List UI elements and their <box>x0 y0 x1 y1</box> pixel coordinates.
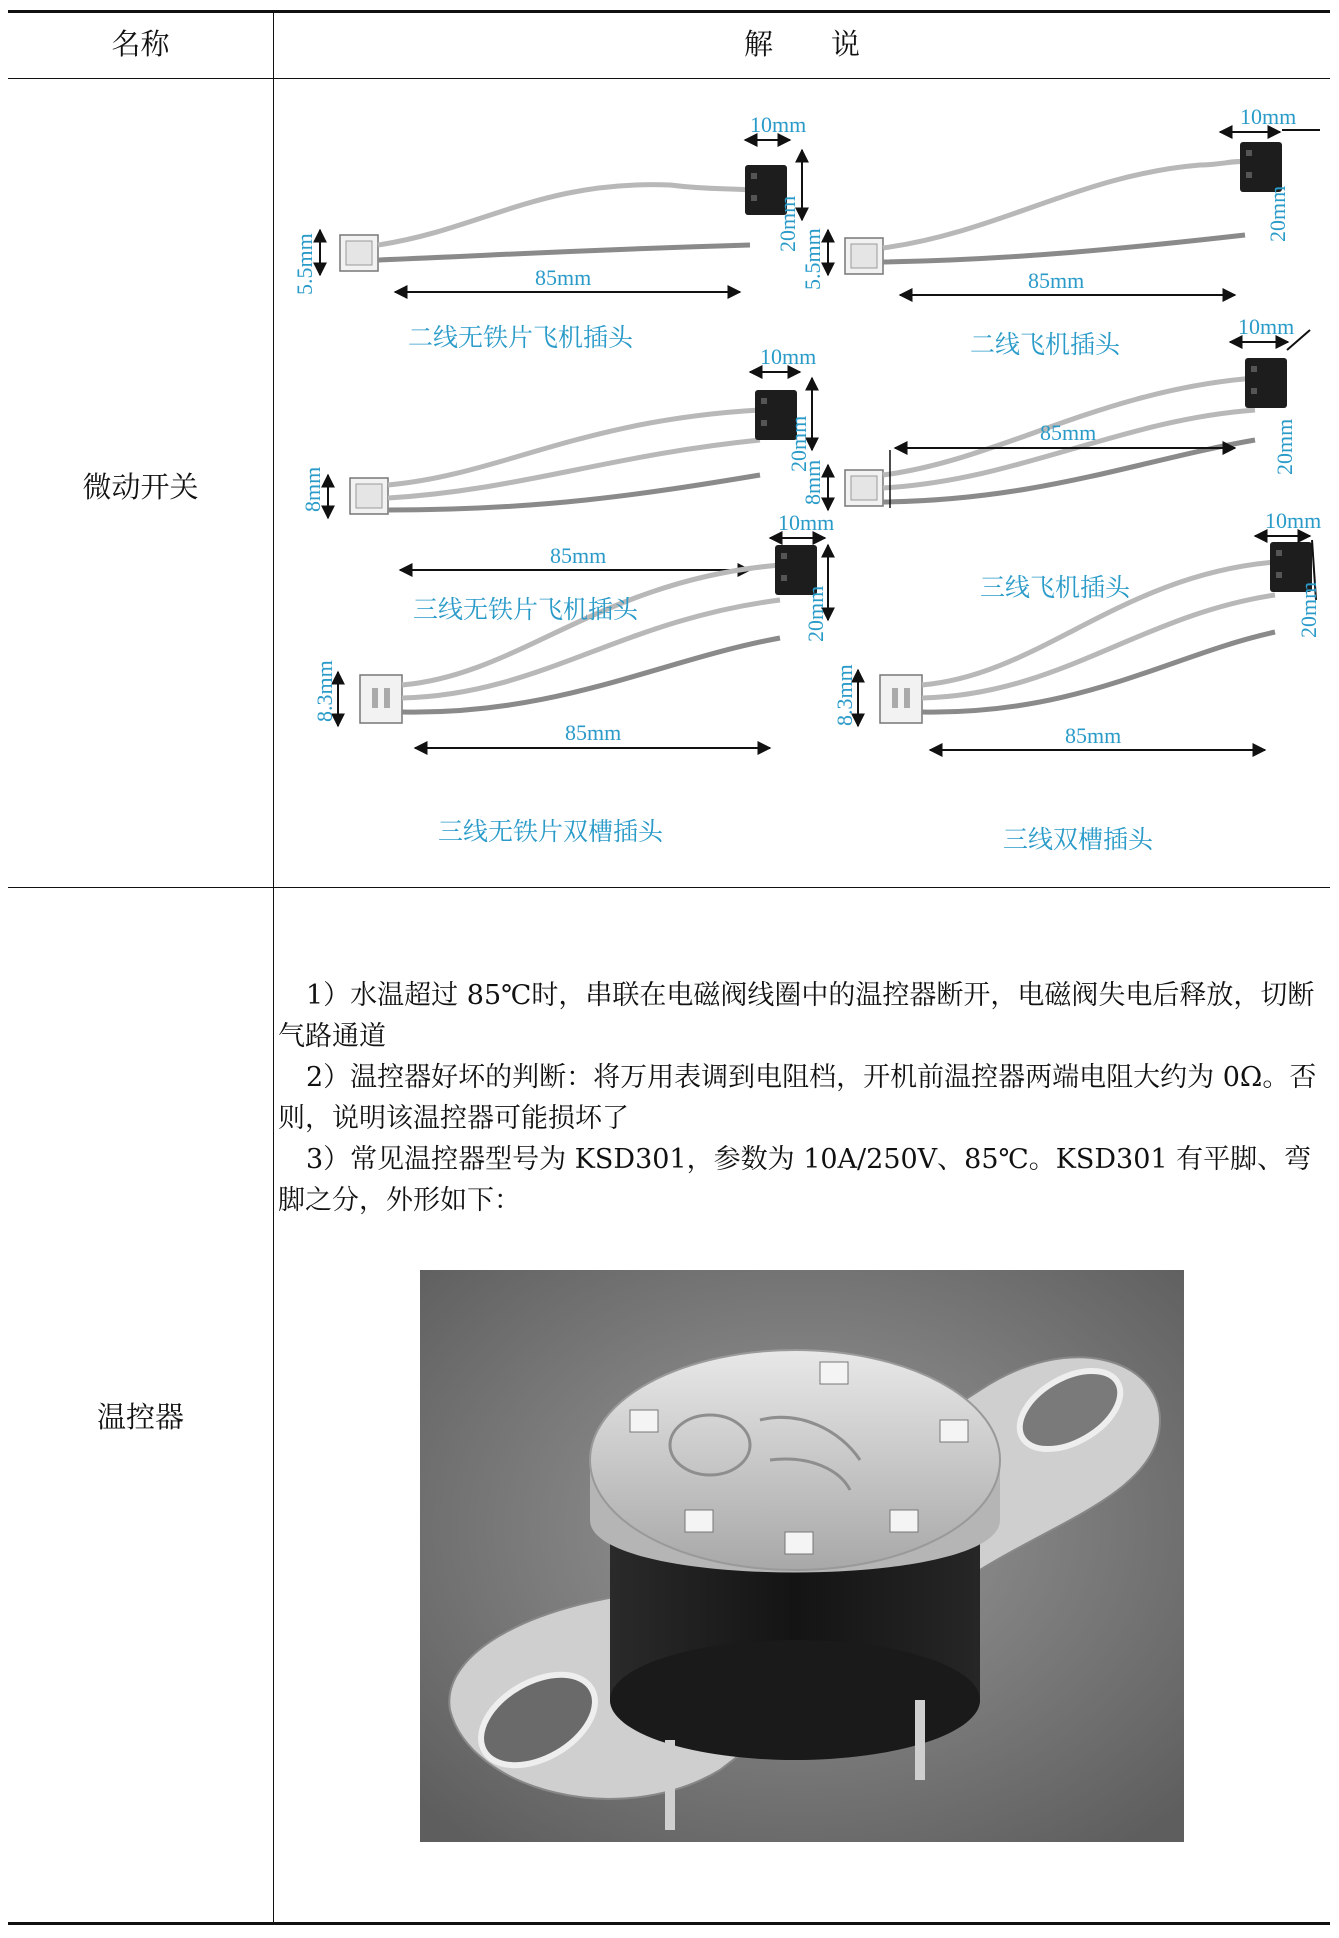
table-top-rule <box>8 10 1330 13</box>
fig4-width: 10mm <box>1238 314 1295 339</box>
column-divider <box>273 10 274 1925</box>
caption-figure-3: 三线无铁片飞机插头 <box>413 595 639 624</box>
caption-figure-2: 二线飞机插头 <box>970 330 1121 359</box>
row-name-thermostat: 温控器 <box>96 1400 184 1434</box>
thermostat-description <box>278 975 1318 1221</box>
fig3-height: 20mm <box>786 415 811 472</box>
table-bottom-rule <box>8 1922 1330 1925</box>
header-name: 名称 <box>111 27 170 61</box>
fig3-length: 85mm <box>550 543 607 568</box>
fig2-plug: 5.5mm <box>800 228 825 290</box>
figure-6 <box>832 508 1321 750</box>
fig5-height: 20mm <box>803 585 828 642</box>
fig4-height: 20mm <box>1272 418 1297 475</box>
caption-figure-6: 三线双槽插头 <box>1003 825 1154 854</box>
figure-3 <box>300 344 816 570</box>
caption-figure-5: 三线无铁片双槽插头 <box>438 817 664 846</box>
fig1-plug: 5.5mm <box>292 233 317 295</box>
caption-figure-1: 二线无铁片飞机插头 <box>408 323 634 352</box>
figure-1 <box>292 112 806 295</box>
paragraph-3: 3）常见温控器型号为 KSD301，参数为 10A/250V、85℃。KSD301 有平脚、弯脚之分，外形如下： <box>278 1144 1312 1216</box>
fig2-height: 20mm <box>1265 185 1290 242</box>
row-name-microswitch: 微动开关 <box>82 470 199 504</box>
paragraph-2: 2）温控器好坏的判断：将万用表调到电阻档，开机前温控器两端电阻大约为 0Ω。否则，说明该温控器可能损坏了 <box>278 1062 1317 1134</box>
fig3-width: 10mm <box>760 344 817 369</box>
fig4-length: 85mm <box>1040 420 1097 445</box>
fig1-height: 20mm <box>775 195 800 252</box>
fig5-width: 10mm <box>778 510 835 535</box>
fig6-plug: 8.3mm <box>832 664 857 726</box>
paragraph-1: 1）水温超过 85℃时，串联在电磁阀线圈中的温控器断开，电磁阀失电后释放，切断气路通道 <box>278 980 1315 1052</box>
fig1-width: 10mm <box>750 112 807 137</box>
fig6-width: 10mm <box>1265 508 1322 533</box>
fig6-height: 20mm <box>1296 581 1321 638</box>
figure-2 <box>800 104 1320 295</box>
fig6-length: 85mm <box>1065 723 1122 748</box>
fig5-plug: 8.3mm <box>312 660 337 722</box>
header-description: 解 说 <box>743 27 860 61</box>
fig4-plug: 8mm <box>800 459 825 505</box>
fig2-width: 10mm <box>1240 104 1297 129</box>
microswitch-figures <box>280 104 1322 860</box>
fig1-length: 85mm <box>535 265 592 290</box>
fig5-length: 85mm <box>565 720 622 745</box>
row-divider <box>8 887 1330 888</box>
fig2-length: 85mm <box>1028 268 1085 293</box>
header-rule <box>8 78 1330 79</box>
caption-figure-4: 三线飞机插头 <box>980 573 1131 602</box>
fig3-plug: 8mm <box>300 466 325 512</box>
thermostat-photo <box>420 1270 1184 1842</box>
